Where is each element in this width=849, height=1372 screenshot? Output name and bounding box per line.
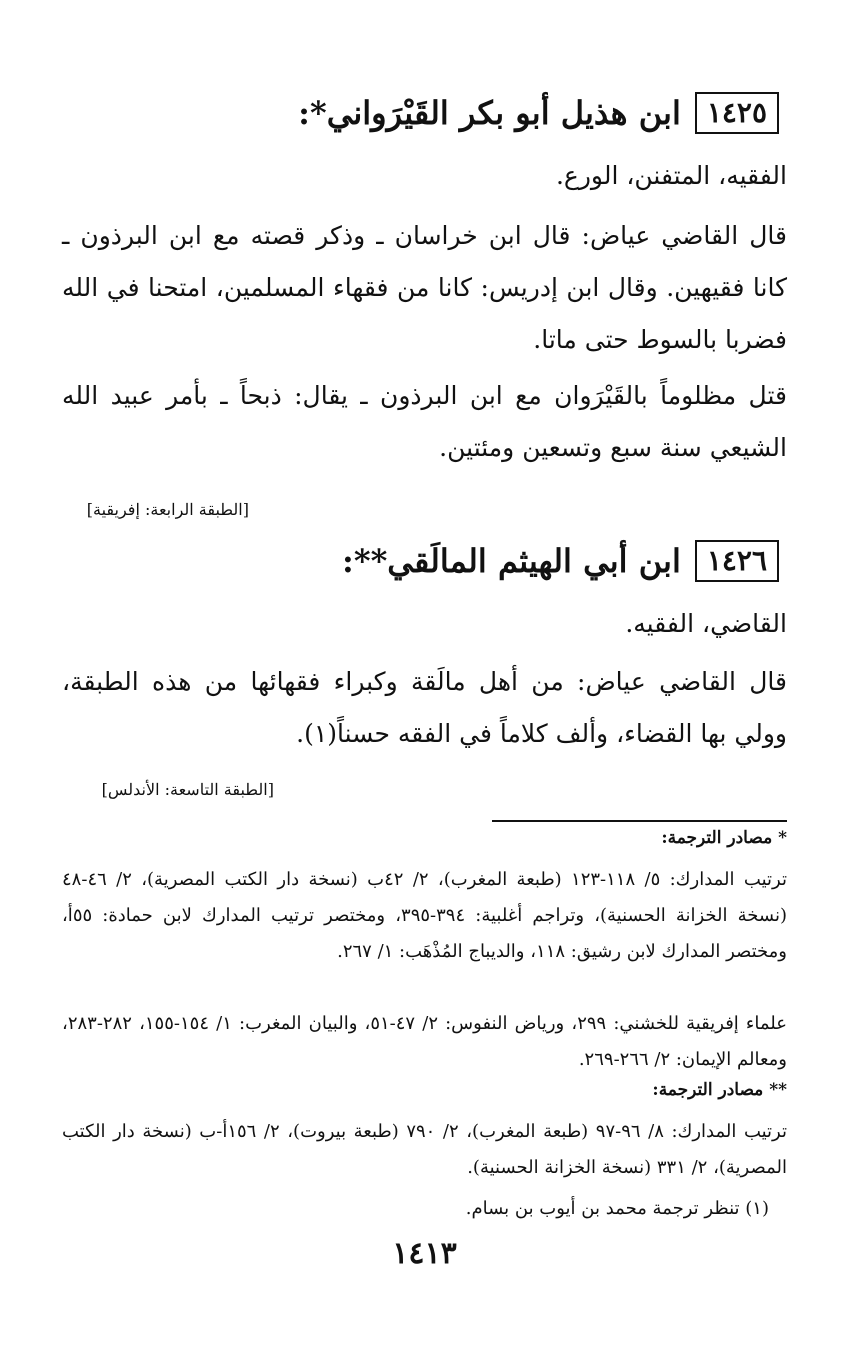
entry-heading-1426	[342, 540, 779, 582]
entry-number-box: ١٤٢٦	[695, 540, 779, 582]
class-tag: [الطبقة التاسعة: الأندلس]	[101, 780, 274, 799]
sources-paragraph: علماء إفريقية للخشني: ٢٩٩، ورياض النفوس: ٢/ ٤٧-٥١، والبيان المغرب: ١/ ١٥٤-١٥٥، ٢٨٢-٢٨٣، ومعالم الإيمان: ٢/ ٢٦٦-٢٦٩.	[62, 1013, 787, 1070]
entry-number-box: ١٤٢٥	[695, 92, 779, 134]
sources-heading: * مصادر الترجمة:	[661, 828, 787, 848]
entry-heading-1425	[298, 92, 779, 134]
sources-heading: ** مصادر الترجمة:	[652, 1080, 787, 1100]
sources-paragraph: ترتيب المدارك: ٥/ ١١٨-١٢٣ (طبعة المغرب)، ٢/ ٤٢ب (نسخة دار الكتب المصرية)، ٢/ ٤٦-٤٨ (نسخة الخزانة الحسنية)، وتراجم أغلبية: ٣٩٤-٣٩٥، ومختصر ترتيب المدارك لابن حمادة: ٥٥أ، ومختصر المدارك لابن رشيق: ١١٨، والديباج المُذْهَب: ١/ ٢٦٧.	[62, 869, 787, 962]
sources-paragraph: ترتيب المدارك: ٨/ ٩٦-٩٧ (طبعة المغرب)، ٢/ ٧٩٠ (طبعة بيروت)، ٢/ ١٥٦أ-ب (نسخة دار الكتب المصرية)، ٢/ ٣٣١ (نسخة الخزانة الحسنية).	[62, 1121, 788, 1178]
footnote-separator	[492, 820, 787, 822]
footnote: (١) تنظر ترجمة محمد بن أيوب بن بسام.	[465, 1198, 769, 1219]
entry-description: القاضي، الفقيه.	[625, 609, 787, 638]
class-tag: [الطبقة الرابعة: إفريقية]	[86, 500, 249, 519]
entry-paragraph: قال القاضي عياض: من أهل مالَقة وكبراء فقهائها من هذه الطبقة، وولي بها القضاء، وألف كلاماً في الفقه حسناً(١).	[62, 667, 787, 748]
page-number: ١٤١٣	[392, 1236, 457, 1271]
entry-paragraph: قال القاضي عياض: قال ابن خراسان ـ وذكر قصته مع ابن البرذون ـ كانا فقيهين. وقال ابن إدريس: كانا من فقهاء المسلمين، امتحنا في الله فضربا بالسوط حتى ماتا.	[62, 221, 787, 354]
entry-title: ابن أبي الهيثم المالَقي**:	[342, 542, 681, 580]
entry-description: الفقيه، المتفنن، الورع.	[555, 161, 787, 190]
entry-title: ابن هذيل أبو بكر القَيْرَواني*:	[298, 94, 681, 132]
entry-paragraph: قتل مظلوماً بالقَيْرَوان مع ابن البرذون ـ يقال: ذبحاً ـ بأمر عبيد الله الشيعي سنة سبع وتسعين ومئتين.	[62, 381, 787, 462]
